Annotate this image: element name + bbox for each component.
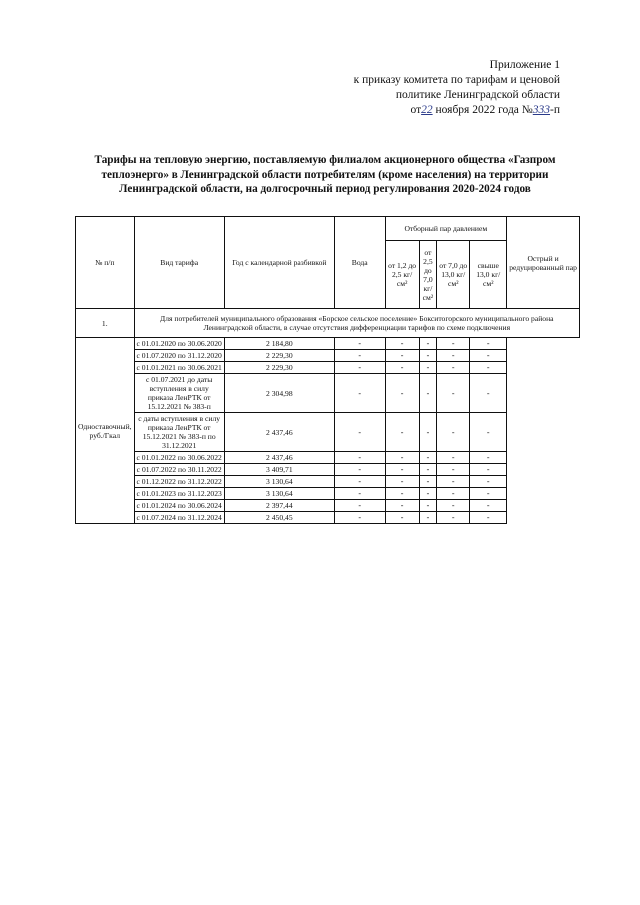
dash-cell: - — [437, 512, 470, 524]
header-sharp-steam: Острый и редуцированный пар — [507, 217, 580, 309]
water-value-cell: 2 437,46 — [224, 452, 334, 464]
table-row — [76, 362, 580, 374]
dash-cell: - — [334, 488, 385, 500]
header-steam-3: от 7,0 до 13,0 кг/см² — [437, 241, 470, 309]
header-water: Вода — [334, 217, 385, 309]
dash-cell: - — [385, 464, 419, 476]
period-cell: с 01.07.2020 по 31.12.2020 — [134, 350, 224, 362]
period-cell: с 01.01.2023 по 31.12.2023 — [134, 488, 224, 500]
water-value-cell: 3 130,64 — [224, 476, 334, 488]
title-line-3: Ленинградской области, на долгосрочный период регулирования 2020-2024 годов — [119, 183, 531, 195]
dash-cell: - — [334, 338, 385, 350]
header-steam-1: от 1,2 до 2,5 кг/см² — [385, 241, 419, 309]
dash-cell: - — [385, 452, 419, 464]
dash-cell: - — [419, 452, 436, 464]
dash-cell: - — [437, 452, 470, 464]
group-row — [76, 309, 580, 338]
water-value-cell: 2 184,80 — [224, 338, 334, 350]
dash-cell: - — [437, 362, 470, 374]
tariff-rows — [76, 338, 580, 524]
dash-cell: - — [419, 350, 436, 362]
period-cell: с 01.01.2022 по 30.06.2022 — [134, 452, 224, 464]
dash-cell: - — [437, 338, 470, 350]
water-value-cell: 2 397,44 — [224, 500, 334, 512]
appendix-committee-line: политике Ленинградской области — [395, 89, 560, 101]
dash-cell: - — [334, 464, 385, 476]
dash-cell: - — [419, 374, 436, 413]
period-cell: с 01.07.2021 до даты вступления в силу приказа ЛенРТК от 15.12.2021 № 383-п — [134, 374, 224, 413]
table-row — [76, 500, 580, 512]
table-row — [76, 512, 580, 524]
water-value-cell: 2 229,30 — [224, 350, 334, 362]
dash-cell: - — [334, 512, 385, 524]
dash-cell: - — [419, 464, 436, 476]
dash-cell: - — [470, 476, 507, 488]
dash-cell: - — [419, 488, 436, 500]
dash-cell: - — [419, 500, 436, 512]
water-value-cell: 3 409,71 — [224, 464, 334, 476]
period-cell: с 01.01.2020 по 30.06.2020 — [134, 338, 224, 350]
dash-cell: - — [385, 476, 419, 488]
period-cell: с 01.07.2022 по 30.11.2022 — [134, 464, 224, 476]
header-steam-2: от 2,5 до 7,0 кг/см² — [419, 241, 436, 309]
dash-cell: - — [419, 512, 436, 524]
period-cell: с 01.01.2024 по 30.06.2024 — [134, 500, 224, 512]
order-day: 22 — [421, 104, 433, 116]
appendix-order-line: к приказу комитета по тарифам и ценовой — [353, 74, 560, 86]
dash-cell: - — [419, 338, 436, 350]
dash-cell: - — [334, 452, 385, 464]
row-number: 1. — [76, 309, 135, 338]
dash-cell: - — [334, 374, 385, 413]
dash-cell: - — [385, 374, 419, 413]
dash-cell: - — [419, 476, 436, 488]
dash-cell: - — [419, 362, 436, 374]
header-year: Год с календарной разбивкой — [224, 217, 334, 309]
dash-cell: - — [385, 500, 419, 512]
dash-cell: - — [470, 338, 507, 350]
table-row — [76, 338, 580, 350]
table-row — [76, 452, 580, 464]
dash-cell: - — [385, 350, 419, 362]
dash-cell: - — [470, 350, 507, 362]
water-value-cell: 2 437,46 — [224, 413, 334, 452]
dash-cell: - — [334, 500, 385, 512]
dash-cell: - — [437, 476, 470, 488]
table-row — [76, 413, 580, 452]
dash-cell: - — [470, 413, 507, 452]
date-prefix: от — [410, 104, 422, 116]
group-label: Для потребителей муниципального образования «Борское сельское поселение» Бокситогорского муниципального района Ленинградской области, в случае отсутствия дифференциации тарифов по схеме подключения — [134, 309, 579, 338]
water-value-cell: 3 130,64 — [224, 488, 334, 500]
period-cell: с 01.01.2021 по 30.06.2021 — [134, 362, 224, 374]
appendix-date-line — [300, 103, 560, 118]
table-row — [76, 488, 580, 500]
water-value-cell: 2 229,30 — [224, 362, 334, 374]
header-num: № п/п — [76, 217, 135, 309]
header-steam-group: Отборный пар давлением — [385, 217, 507, 241]
period-cell: с даты вступления в силу приказа ЛенРТК от 15.12.2021 № 383-п по 31.12.2021 — [134, 413, 224, 452]
period-cell: с 01.07.2024 по 31.12.2024 — [134, 512, 224, 524]
dash-cell: - — [385, 362, 419, 374]
dash-cell: - — [437, 464, 470, 476]
document-title — [70, 153, 580, 197]
dash-cell: - — [437, 374, 470, 413]
dash-cell: - — [334, 476, 385, 488]
dash-cell: - — [385, 338, 419, 350]
table-row — [76, 350, 580, 362]
dash-cell: - — [437, 500, 470, 512]
table-row — [76, 464, 580, 476]
dash-cell: - — [334, 350, 385, 362]
table-row — [76, 374, 580, 413]
dash-cell: - — [470, 452, 507, 464]
table-row — [76, 476, 580, 488]
date-middle: ноября 2022 года № — [432, 104, 533, 116]
dash-cell: - — [470, 464, 507, 476]
dash-cell: - — [470, 488, 507, 500]
dash-cell: - — [437, 413, 470, 452]
water-value-cell: 2 304,98 — [224, 374, 334, 413]
dash-cell: - — [470, 362, 507, 374]
dash-cell: - — [385, 488, 419, 500]
dash-cell: - — [419, 413, 436, 452]
title-line-2: теплоэнерго» в Ленинградской области потребителям (кроме населения) на территории — [101, 168, 549, 181]
dash-cell: - — [334, 413, 385, 452]
water-value-cell: 2 450,45 — [224, 512, 334, 524]
dash-cell: - — [470, 500, 507, 512]
dash-cell: - — [385, 512, 419, 524]
appendix-block — [300, 58, 560, 118]
tariff-table — [75, 216, 580, 524]
dash-cell: - — [470, 374, 507, 413]
appendix-title: Приложение 1 — [489, 59, 560, 71]
header-tariff-type: Вид тарифа — [134, 217, 224, 309]
header-row-1 — [76, 217, 580, 241]
dash-cell: - — [385, 413, 419, 452]
header-steam-4: свыше 13,0 кг/см² — [470, 241, 507, 309]
order-number: 333 — [532, 104, 551, 116]
tariff-type-cell: Одноставочный, руб./Гкал — [76, 338, 135, 524]
dash-cell: - — [470, 512, 507, 524]
title-line-1: Тарифы на тепловую энергию, поставляемую филиалом акционерного общества «Газпром — [94, 154, 556, 166]
period-cell: с 01.12.2022 по 31.12.2022 — [134, 476, 224, 488]
number-suffix: -п — [550, 104, 560, 116]
dash-cell: - — [437, 350, 470, 362]
dash-cell: - — [437, 488, 470, 500]
dash-cell: - — [334, 362, 385, 374]
